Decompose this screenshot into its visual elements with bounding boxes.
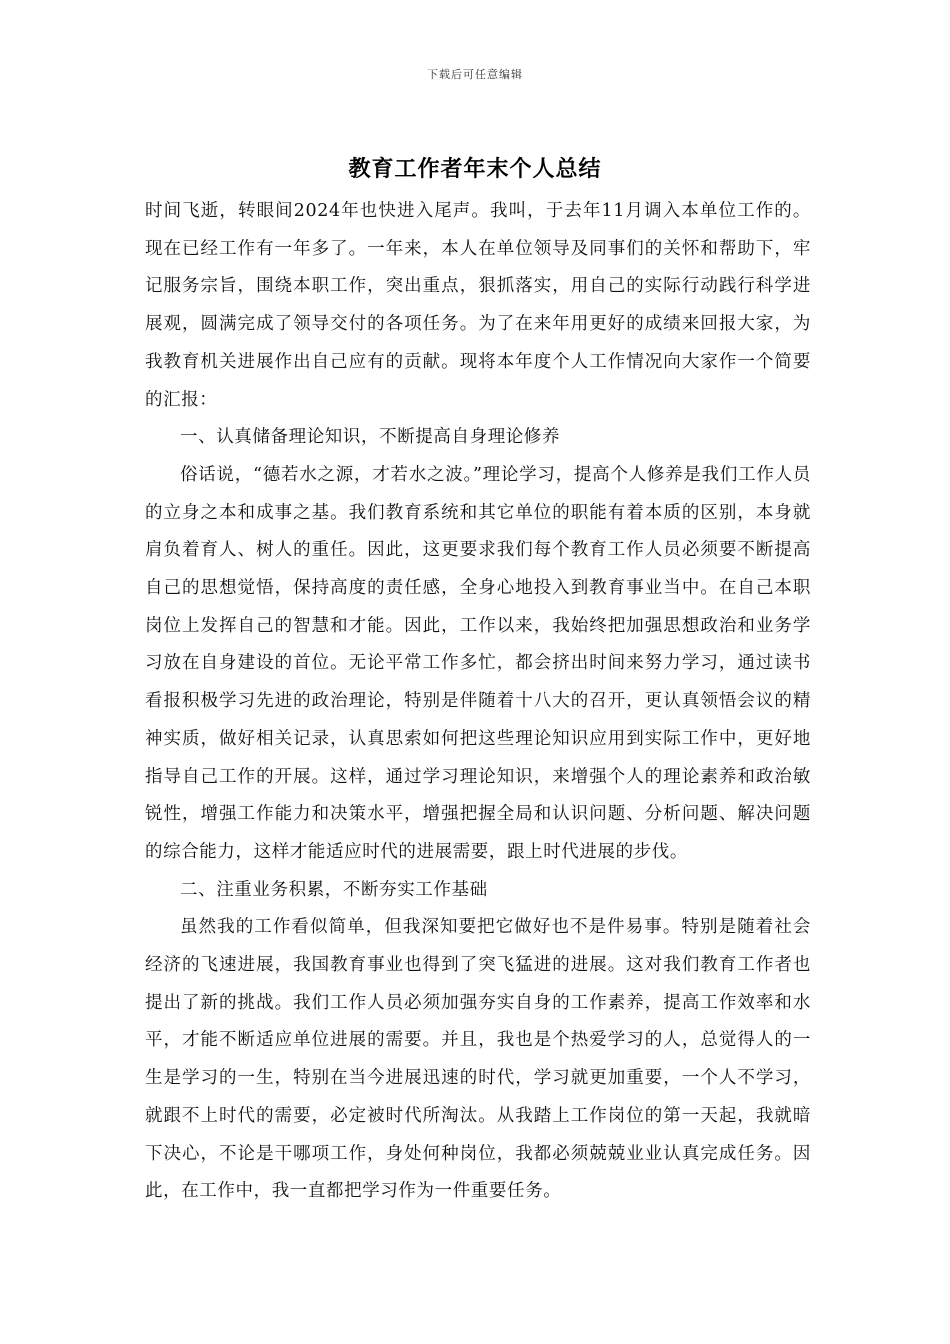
paragraph-section-1: 俗话说，“德若水之源，才若水之波。”理论学习，提高个人修养是我们工作人员的立身之本和成事之基。我们教育系统和其它单位的职能有着本质的区别，本身就肩负着育人、树人的重任。因此，这更要求我们每个教育工作人员必须要不断提高自己的思想觉悟，保持高度的责任感，全身心地投入到教育事业当中。在自己本职岗位上发挥自己的智慧和才能。因此，工作以来，我始终把加强思想政治和业务学习放在自身建设的首位。无论平常工作多忙，都会挤出时间来努力学习，通过读书看报积极学习先进的政治理论，特别是伴随着十八大的召开，更认真领悟会议的精神实质，做好相关记录，认真思索如何把这些理论知识应用到实际工作中，更好地指导自己工作的开展。这样，通过学习理论知识，来增强个人的理论素养和政治敏锐性，增强工作能力和决策水平，增强把握全局和认识问题、分析问题、解决问题的综合能力，这样才能适应时代的进展需要，跟上时代进展的步伐。 bbox=[145, 464, 811, 862]
paragraph-intro: 时间飞逝，转眼间2024年也快进入尾声。我叫，于去年11月调入本单位工作的。现在已经工作有一年多了。一年来，本人在单位领导及同事们的关怀和帮助下，牢记服务宗旨，围绕本职工作，突出重点，狠抓落实，用自己的实际行动践行科学进展观，圆满完成了领导交付的各项任务。为了在来年用更好的成绩来回报大家，为我教育机关进展作出自己应有的贡献。现将本年度个人工作情况向大家作一个简要的汇报： bbox=[145, 201, 811, 410]
document-body bbox=[145, 193, 811, 1211]
section-heading-2: 二、注重业务积累，不断夯实工作基础 bbox=[180, 879, 488, 900]
document-title: 教育工作者年末个人总结 bbox=[348, 156, 602, 182]
header-note: 下载后可任意编辑 bbox=[427, 68, 523, 81]
section-heading-1: 一、认真储备理论知识，不断提高自身理论修养 bbox=[180, 427, 561, 448]
paragraph-section-2: 虽然我的工作看似简单，但我深知要把它做好也不是件易事。特别是随着社会经济的飞速进展，我国教育事业也得到了突飞猛进的进展。这对我们教育工作者也提出了新的挑战。我们工作人员必须加强夯实自身的工作素养，提高工作效率和水平，才能不断适应单位进展的需要。并且，我也是个热爱学习的人，总觉得人的一生是学习的一生，特别在当今进展迅速的时代，学习就更加重要，一个人不学习，就跟不上时代的需要，必定被时代所淘汰。从我踏上工作岗位的第一天起，我就暗下决心，不论是干哪项工作，身处何种岗位，我都必须兢兢业业认真完成任务。因此，在工作中，我一直都把学习作为一件重要任务。 bbox=[145, 917, 811, 1202]
